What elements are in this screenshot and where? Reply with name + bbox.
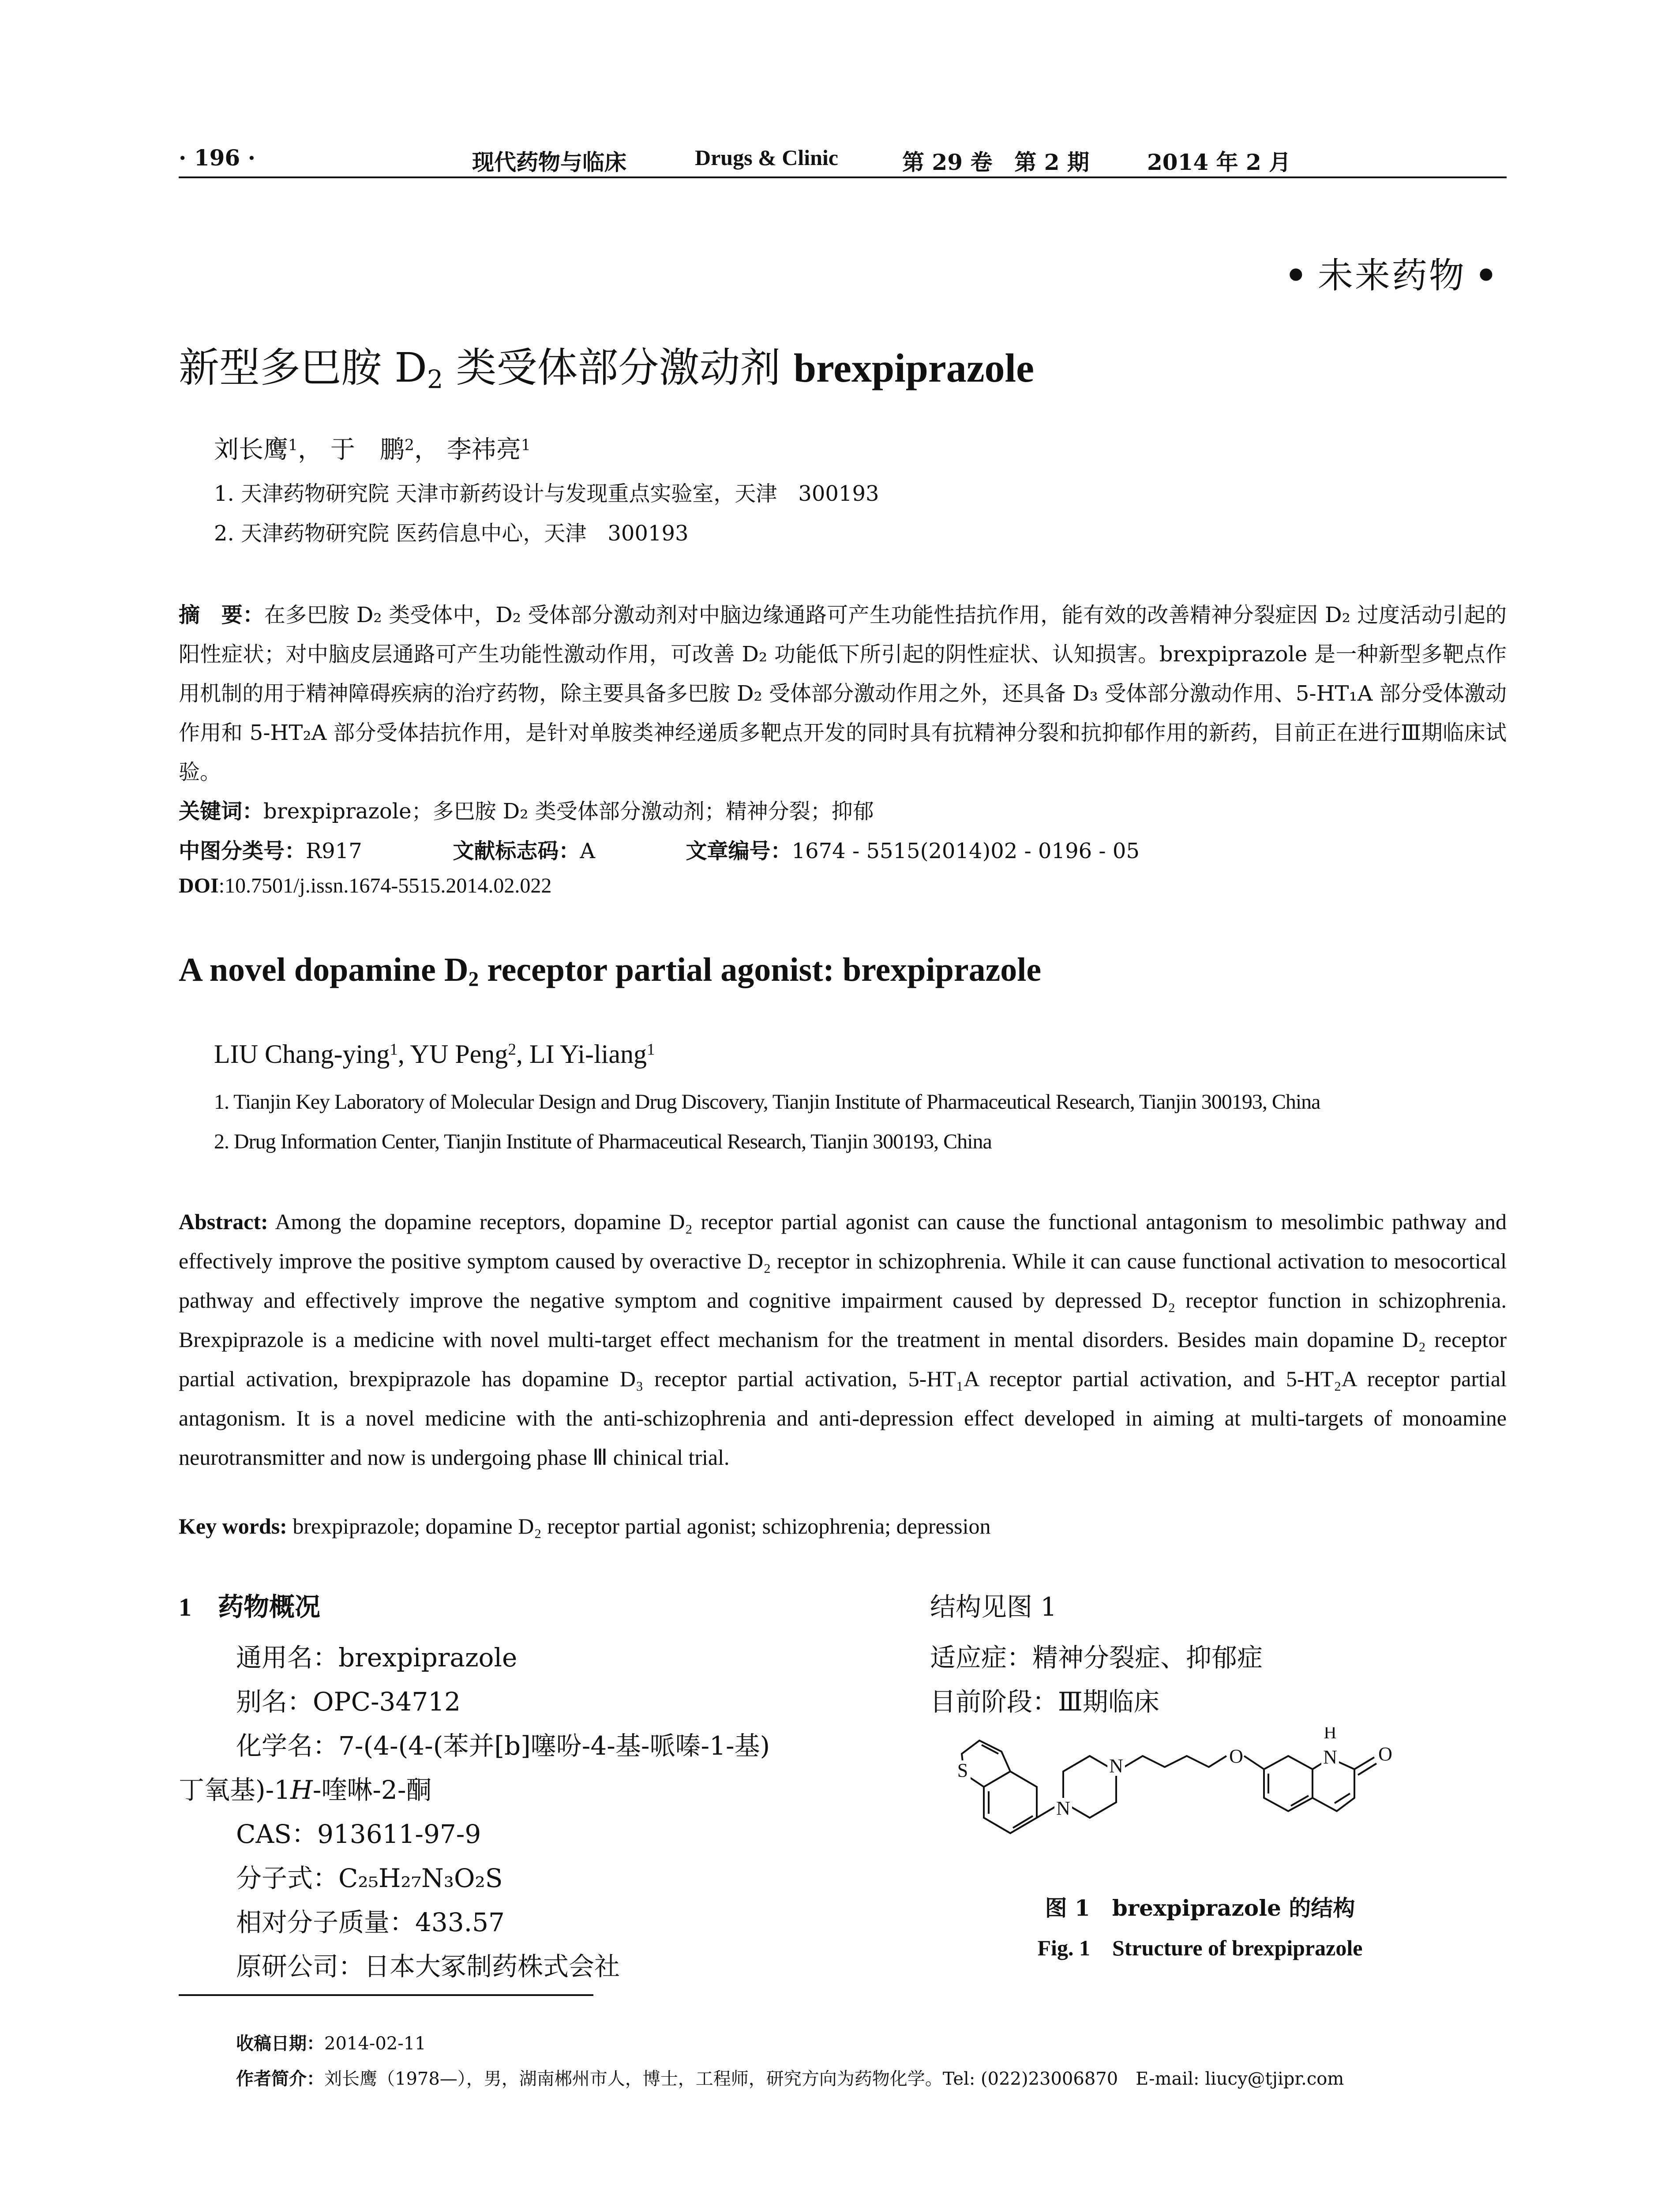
author-bio bbox=[236, 2065, 1344, 2090]
title-cn-subscript: 2 bbox=[427, 365, 443, 394]
clc-label: 中图分类号： bbox=[179, 839, 306, 863]
article-number-label: 文章编号： bbox=[686, 839, 792, 863]
bond bbox=[1037, 1807, 1055, 1818]
chemical-name: 化学名：7-(4-(4-(苯并[b]噻吩-4-基-哌嗪-1-基) bbox=[236, 1731, 770, 1761]
author-affil-mark: 1 bbox=[646, 1040, 655, 1059]
nitrogen-label: N bbox=[1109, 1755, 1123, 1777]
doi-value[interactable]: :10.7501/j.issn.1674-5515.2014.02.022 bbox=[218, 874, 552, 897]
section-number: 1 bbox=[179, 1593, 191, 1621]
affiliation-en: 2. Drug Information Center, Tianjin Institute of Pharmaceutical Research, Tianjin 300193, China bbox=[214, 1130, 992, 1153]
clc-value: R917 bbox=[306, 839, 362, 863]
title-cn-part1: 新型多巴胺 D bbox=[179, 344, 428, 391]
abstract-en-label: Abstract: bbox=[179, 1209, 268, 1234]
originator-company: 原研公司：日本大冢制药株式会社 bbox=[236, 1951, 620, 1981]
quinolinone-benzene bbox=[1264, 1756, 1312, 1811]
chemical-name-part: -喹啉-2-酮 bbox=[312, 1775, 432, 1805]
author-bio-text: 刘长鹰（1978—），男，湖南郴州市人，博士，工程师，研究方向为药物化学。Tel: (022)23006870 E-mail: liucy@tjipr.com bbox=[324, 2069, 1344, 2089]
section-heading bbox=[179, 1586, 320, 1623]
oxygen-label: O bbox=[1229, 1745, 1243, 1767]
title-en-part1: A novel dopamine D bbox=[179, 951, 469, 988]
title-cn bbox=[179, 335, 1034, 394]
author-affil-mark: 1 bbox=[390, 1040, 398, 1059]
affiliation-cn: 1. 天津药物研究院 天津市新药设计与发现重点实验室，天津 300193 bbox=[214, 481, 879, 506]
header-rule bbox=[179, 176, 1507, 178]
generic-name: 通用名：brexpiprazole bbox=[236, 1643, 518, 1673]
chemical-name-part: 丁氧基)-1 bbox=[179, 1775, 291, 1805]
received-label: 收稿日期： bbox=[236, 2033, 324, 2054]
received-date bbox=[236, 2030, 426, 2055]
doc-code-label: 文献标志码： bbox=[453, 839, 580, 863]
chemical-name-italic: H bbox=[290, 1775, 313, 1805]
brexpiprazole-structure bbox=[935, 1727, 1456, 1877]
molecular-weight: 相对分子质量：433.57 bbox=[236, 1907, 505, 1937]
abstract-cn bbox=[179, 596, 1507, 792]
journal-name-cn: 现代药物与临床 bbox=[472, 149, 626, 175]
received-value: 2014-02-11 bbox=[324, 2033, 426, 2054]
title-en bbox=[179, 951, 1041, 989]
classification-line bbox=[179, 834, 1140, 864]
affiliation-cn: 2. 天津药物研究院 医药信息中心，天津 300193 bbox=[214, 521, 689, 546]
indication: 适应症：精神分裂症、抑郁症 bbox=[930, 1643, 1263, 1673]
molecular-formula: 分子式：C₂₅H₂₇N₃O₂S bbox=[236, 1863, 503, 1893]
authors-cn: 刘长鹰$^1$， 于 鹏$^2$， 李祎亮$^1$ bbox=[214, 435, 531, 464]
author-separator: , bbox=[516, 1039, 529, 1069]
authors-en bbox=[214, 1039, 655, 1069]
author-affil-mark: 1 bbox=[288, 436, 298, 454]
footnote-rule bbox=[179, 1994, 593, 1996]
benzene-ring bbox=[984, 1771, 1037, 1833]
title-cn-part2: 类受体部分激动剂 bbox=[443, 344, 794, 391]
development-stage: 目前阶段：Ⅲ期临床 bbox=[930, 1687, 1159, 1717]
abstract-en-text: Among the dopamine receptors, dopamine D₂ receptor partial agonist can cause the functional antagonism to mesolimbic pathway and effectively improve the positive symptom caused by overactive D₂ receptor in schizophrenia. While it can cause functional activation to mesocortical pathway and effectively improve the negative symptom and cognitive impairment caused by depressed D₂ receptor function in schizophrenia. Brexpiprazole is a medicine with novel multi-target effect mechanism for the treatment in mental disorders. Besides main dopamine D₂ receptor partial activation, brexpiprazole has dopamine D₃ receptor partial activation, 5-HT₁A receptor partial activation, and 5-HT₂A receptor partial antagonism. It is a novel medicine with the anti-schizophrenia and anti-depression effect developed in aiming at multi-targets of monoamine neurotransmitter and now is undergoing phase Ⅲ chinical trial. bbox=[179, 1209, 1507, 1470]
section-title: 药物概况 bbox=[218, 1592, 321, 1622]
title-en-part2: receptor partial agonist: brexpiprazole bbox=[479, 951, 1042, 988]
issue-date: 2014 年 2 月 bbox=[1147, 149, 1291, 175]
nitrogen-label: N bbox=[1056, 1797, 1070, 1819]
cas-number: CAS：913611-97-9 bbox=[236, 1819, 481, 1849]
bullet-icon: • bbox=[1284, 255, 1309, 296]
nitrogen-label: N bbox=[1323, 1746, 1337, 1768]
alias-name: 别名：OPC-34712 bbox=[236, 1687, 461, 1717]
keywords-cn-text: brexpiprazole；多巴胺 D₂ 类受体部分激动剂；精神分裂；抑郁 bbox=[263, 799, 874, 824]
bond bbox=[1244, 1756, 1264, 1769]
hydrogen-label: H bbox=[1324, 1727, 1337, 1742]
author-name: 李祎亮 bbox=[446, 435, 521, 464]
title-cn-drug: brexpiprazole bbox=[793, 345, 1034, 390]
keywords-en-text: brexpiprazole; dopamine D₂ receptor partial agonist; schizophrenia; depression bbox=[292, 1514, 991, 1538]
section-tag bbox=[1276, 247, 1508, 298]
article-number-value: 1674 - 5515(2014)02 - 0196 - 05 bbox=[791, 839, 1140, 863]
running-header bbox=[179, 141, 1507, 176]
affiliation-en: 1. Tianjin Key Laboratory of Molecular Design and Drug Discovery, Tianjin Institute of Pharmaceutical Research, Tianjin 300193, China bbox=[214, 1090, 1320, 1114]
figure-caption-en: Fig. 1 Structure of brexpiprazole bbox=[1037, 1936, 1363, 1960]
journal-name-en: Drugs & Clinic bbox=[695, 145, 838, 170]
volume-issue: 第 29 卷 第 2 期 bbox=[902, 149, 1089, 175]
doi-line bbox=[179, 874, 551, 898]
author-name: YU Peng bbox=[410, 1039, 508, 1069]
double-bond bbox=[1335, 1793, 1350, 1803]
author-name: 刘长鹰 bbox=[214, 435, 288, 464]
oxygen-label: O bbox=[1378, 1743, 1392, 1765]
keywords-en-label: Key words: bbox=[179, 1514, 287, 1538]
author-affil-mark: 2 bbox=[508, 1040, 516, 1059]
page-number: · 196 · bbox=[179, 145, 255, 171]
author-affil-mark: 1 bbox=[521, 436, 531, 454]
keywords-cn bbox=[179, 794, 874, 825]
keywords-en bbox=[179, 1513, 990, 1539]
figure-caption-cn: 图 1 brexpiprazole 的结构 bbox=[1045, 1895, 1355, 1921]
keywords-cn-label: 关键词： bbox=[179, 799, 264, 824]
abstract-cn-label: 摘 要： bbox=[179, 603, 264, 627]
bullet-icon: • bbox=[1474, 255, 1499, 296]
butyl-chain bbox=[1124, 1756, 1226, 1767]
doi-label: DOI bbox=[179, 874, 219, 897]
author-affil-mark: 2 bbox=[404, 436, 414, 454]
abstract-cn-text: 在多巴胺 D₂ 类受体中，D₂ 受体部分激动剂对中脑边缘通路可产生功能性拮抗作用，能有效的改善精神分裂症因 D₂ 过度活动引起的阳性症状；对中脑皮层通路可产生功能性激动作用，可改善 D₂ 功能低下所引起的阴性症状、认知损害。brexpiprazole 是一种新型多靶点作用机制的用于精神障碍疾病的治疗药物，除主要具备多巴胺 D₂ 受体部分激动作用之外，还具备 D₃ 受体部分激动作用、5-HT₁A 部分受体激动作用和 5-HT₂A 部分受体拮抗作用，是针对单胺类神经递质多靶点开发的同时具有抗精神分裂和抗抑郁作用的新药，目前正在进行Ⅲ期临床试验。 bbox=[179, 603, 1507, 784]
author-name: 于 鹏 bbox=[330, 435, 405, 464]
author-name: LIU Chang-ying bbox=[214, 1039, 390, 1069]
doc-code-value: A bbox=[580, 839, 595, 863]
section-tag-label: 未来药物 bbox=[1317, 255, 1466, 296]
structure-reference: 结构见图 1 bbox=[930, 1592, 1057, 1622]
title-en-subscript: 2 bbox=[468, 968, 479, 991]
chemical-name-cont bbox=[179, 1769, 431, 1806]
author-bio-label: 作者简介： bbox=[236, 2069, 324, 2089]
abstract-en bbox=[179, 1202, 1507, 1477]
sulfur-label: S bbox=[957, 1760, 968, 1781]
author-separator: , bbox=[398, 1039, 410, 1069]
author-name: LI Yi-liang bbox=[529, 1039, 647, 1069]
